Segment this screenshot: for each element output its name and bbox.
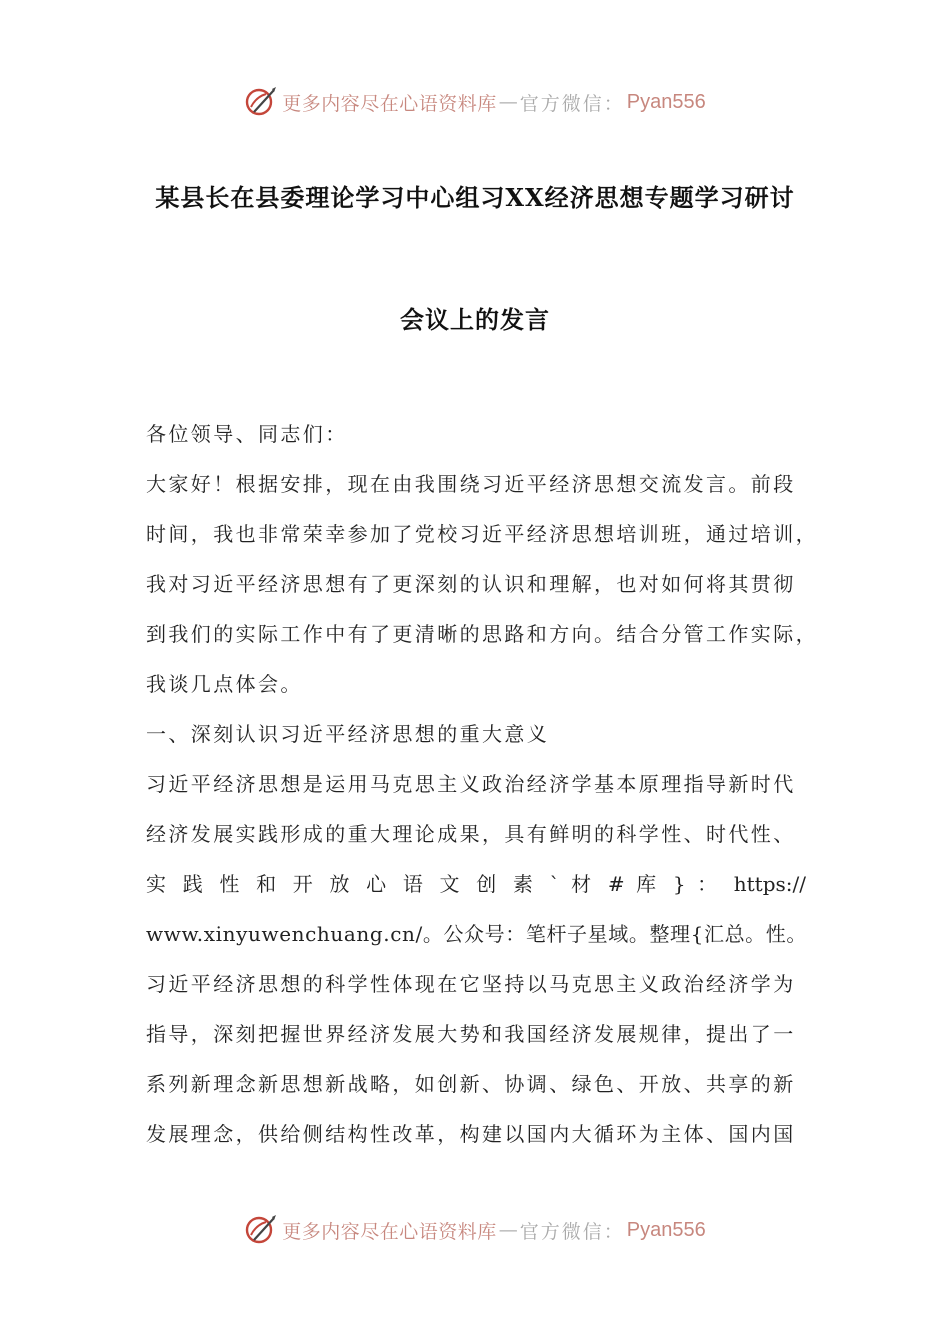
watermark-dash: —	[498, 91, 518, 113]
document-title-line-1: 某县长在县委理论学习中心组习XX经济思想专题学习研讨	[155, 183, 795, 212]
text-line: 发展理念，供给侧结构性改革，构建以国内大循环为主体、国内国	[146, 1122, 796, 1146]
pen-logo-icon	[244, 85, 278, 119]
text-line: 到我们的实际工作中有了更清晰的思路和方向。结合分管工作实际，	[146, 622, 818, 646]
pen-logo-icon	[244, 1213, 278, 1247]
watermark-wechat-id: Pyan556	[626, 90, 706, 113]
watermark-wechat-id: Pyan556	[626, 1218, 706, 1241]
text-line-watermark: 实 践 性 和 开 放 心 语 文 创 素 ` 材 # 库 } ： https://	[146, 872, 806, 896]
document-body	[146, 414, 818, 1164]
text-line-url: www.xinyuwenchuang.cn/。公众号：笔杆子星域。整理{汇总。性。	[146, 922, 807, 946]
text-line: 指导，深刻把握世界经济发展大势和我国经济发展规律，提出了一	[146, 1022, 796, 1046]
watermark-wechat-label: 官方微信：	[519, 1220, 625, 1243]
watermark-dash: —	[498, 1219, 518, 1241]
text-line: 习近平经济思想是运用马克思主义政治经济学基本原理指导新时代	[146, 772, 796, 796]
document-title-line-2: 会议上的发言	[400, 305, 550, 334]
text-line: 大家好！根据安排，现在由我围绕习近平经济思想交流发言。前段	[146, 472, 796, 496]
header-watermark	[0, 82, 950, 122]
watermark-wechat-label: 官方微信：	[519, 92, 625, 115]
text-line: 习近平经济思想的科学性体现在它坚持以马克思主义政治经济学为	[146, 972, 796, 996]
text-line: 时间，我也非常荣幸参加了党校习近平经济思想培训班，通过培训，	[146, 522, 818, 546]
text-line: 各位领导、同志们：	[146, 422, 348, 446]
text-line: 系列新理念新思想新战略，如创新、协调、绿色、开放、共享的新	[146, 1072, 796, 1096]
text-line: 我谈几点体会。	[146, 672, 303, 696]
text-line: 我对习近平经济思想有了更深刻的认识和理解，也对如何将其贯彻	[146, 572, 796, 596]
watermark-brand: 更多内容尽在心语资料库	[282, 92, 497, 115]
footer-watermark	[0, 1210, 950, 1250]
section-heading: 一、深刻认识习近平经济思想的重大意义	[146, 722, 550, 746]
text-line: 经济发展实践形成的重大理论成果，具有鲜明的科学性、时代性、	[146, 822, 796, 846]
watermark-brand: 更多内容尽在心语资料库	[282, 1220, 497, 1243]
